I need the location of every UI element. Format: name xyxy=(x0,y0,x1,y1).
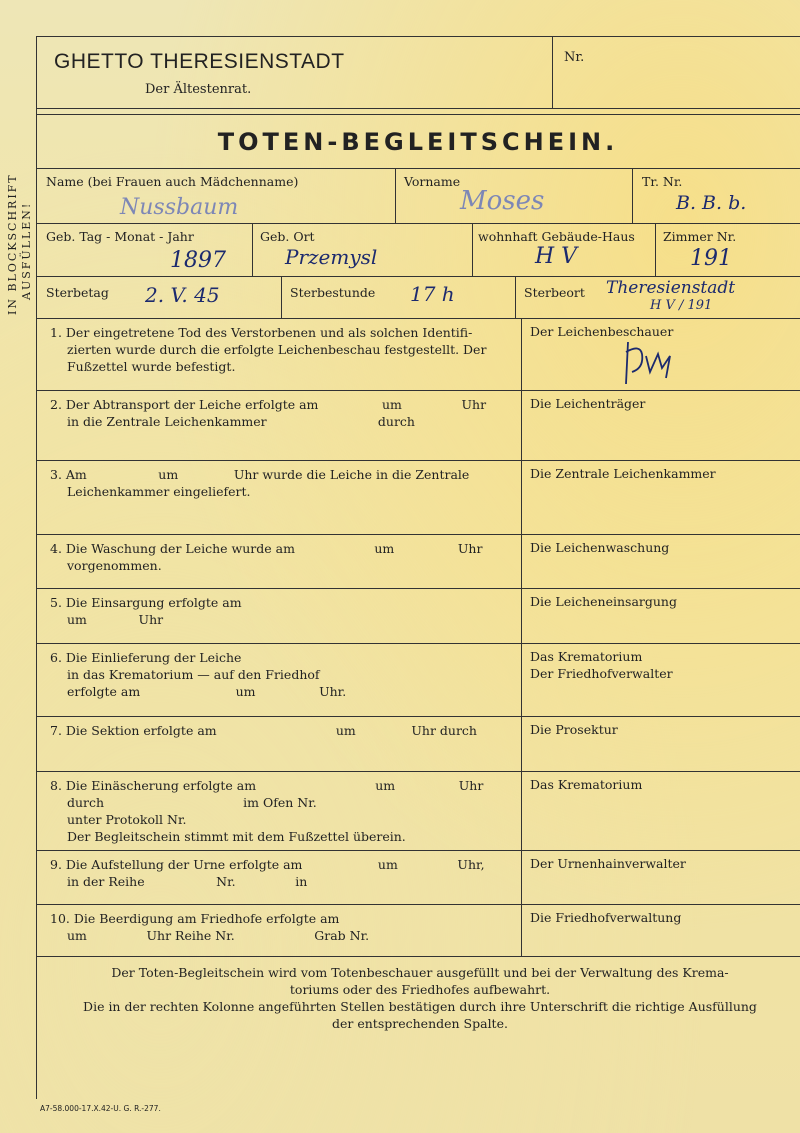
row-text: 6. Die Einlieferung der Leiche xyxy=(50,650,242,665)
row-text: zierten wurde durch die erfolgte Leichenbeschau festgestellt. Der xyxy=(67,342,487,357)
vorname-label: Vorname xyxy=(404,174,461,189)
signature-icon xyxy=(620,338,690,388)
grid-line xyxy=(36,276,800,277)
row-text: 3. Am um Uhr wurde die Leiche in die Zentrale xyxy=(50,467,470,482)
deathhour-label: Sterbestunde xyxy=(290,285,376,300)
number-box xyxy=(552,36,800,108)
deathdate-value: 2. V. 45 xyxy=(145,283,220,307)
row-text: in der Reihe Nr. in xyxy=(67,874,308,889)
row-text: in die Zentrale Leichenkammer durch xyxy=(67,414,415,429)
deathplace-label: Sterbeort xyxy=(524,285,585,300)
deathdate-label: Sterbetag xyxy=(46,285,109,300)
footer-line: der entsprechenden Spalte. xyxy=(332,1016,508,1031)
row-responsible: Das Krematorium xyxy=(530,649,643,664)
row-responsible: Die Leicheneinsargung xyxy=(530,594,677,609)
number-label: Nr. xyxy=(564,50,585,65)
column-divider xyxy=(521,318,522,956)
deathplace-value-2: H V / 191 xyxy=(650,298,713,313)
footer-line: toriums oder des Friedhofes aufbewahrt. xyxy=(289,982,551,997)
grid-line xyxy=(36,318,800,319)
row-text: 4. Die Waschung der Leiche wurde am um Uhr xyxy=(50,541,483,556)
side-instruction-line1: IN BLOCKSCHRIFT xyxy=(6,173,19,315)
room-value: 191 xyxy=(690,246,732,271)
vorname-value: Moses xyxy=(460,186,545,216)
footer-note xyxy=(60,964,780,1032)
row-text: 7. Die Sektion erfolgte am um Uhr durch xyxy=(50,723,477,738)
ghetto-title: GHETTO THERESIENSTADT xyxy=(54,50,345,73)
deathhour-value: 17 h xyxy=(410,282,455,306)
row-text: in das Krematorium — auf den Friedhof xyxy=(67,667,320,682)
row-text: 8. Die Einäscherung erfolgte am um Uhr xyxy=(50,778,484,793)
grid-line xyxy=(36,168,800,169)
row-divider xyxy=(36,534,800,535)
row-divider xyxy=(36,904,800,905)
grid-line xyxy=(655,223,656,276)
header-divider xyxy=(36,108,800,109)
residence-label: wohnhaft Gebäude-Haus xyxy=(478,229,635,244)
row-text: durch im Ofen Nr. xyxy=(67,795,317,810)
footer-divider xyxy=(36,956,800,957)
room-label: Zimmer Nr. xyxy=(663,229,737,244)
row-divider xyxy=(36,643,800,644)
row-divider xyxy=(36,588,800,589)
row-text: vorgenommen. xyxy=(67,558,162,573)
grid-line xyxy=(632,168,633,223)
council-subtitle: Der Ältestenrat. xyxy=(145,82,252,97)
row-text: unter Protokoll Nr. xyxy=(67,812,187,827)
row-divider xyxy=(36,716,800,717)
row-responsible: Der Urnenhainverwalter xyxy=(530,856,686,871)
row-divider xyxy=(36,460,800,461)
row-text: 1. Der eingetretene Tod des Verstorbenen und als solchen Identifi- xyxy=(50,325,473,340)
birthplace-label: Geb. Ort xyxy=(260,229,315,244)
row-text: Fußzettel wurde befestigt. xyxy=(67,359,236,374)
printer-code: A7-58.000-17.X.42-U. G. R.-277. xyxy=(40,1104,161,1113)
row-text: 2. Der Abtransport der Leiche erfolgte am um Uhr xyxy=(50,397,487,412)
row-text: 5. Die Einsargung erfolgte am xyxy=(50,595,242,610)
row-responsible: Die Leichenträger xyxy=(530,396,646,411)
grid-line xyxy=(515,276,516,318)
row-divider xyxy=(36,771,800,772)
birthdate-value: 1897 xyxy=(170,248,226,273)
grid-line xyxy=(395,168,396,223)
row-responsible: Die Zentrale Leichenkammer xyxy=(530,466,716,481)
residence-value: H V xyxy=(535,244,578,269)
grid-line xyxy=(252,223,253,276)
row-divider xyxy=(36,850,800,851)
side-instruction xyxy=(2,160,36,320)
deathplace-value: Theresienstadt xyxy=(606,278,736,298)
birthdate-label: Geb. Tag - Monat - Jahr xyxy=(46,229,194,244)
row-responsible: Die Prosektur xyxy=(530,722,618,737)
row-responsible: Der Friedhofverwalter xyxy=(530,666,673,681)
header-divider-2 xyxy=(36,114,800,115)
row-text: Der Begleitschein stimmt mit dem Fußzettel überein. xyxy=(67,829,406,844)
trnr-label: Tr. Nr. xyxy=(642,174,683,189)
row-responsible: Die Friedhofverwaltung xyxy=(530,910,682,925)
grid-line xyxy=(281,276,282,318)
row-text: um Uhr Reihe Nr. Grab Nr. xyxy=(67,928,370,943)
footer-line: Der Toten-Begleitschein wird vom Totenbeschauer ausgefüllt und bei der Verwaltung des Krema- xyxy=(111,965,729,980)
row-divider xyxy=(36,390,800,391)
row-text: 9. Die Aufstellung der Urne erfolgte am um Uhr, xyxy=(50,857,485,872)
row-text: um Uhr xyxy=(67,612,164,627)
row-text: erfolgte am um Uhr. xyxy=(67,684,347,699)
form-heading: TOTEN-BEGLEITSCHEIN. xyxy=(217,128,619,156)
side-instruction-line2: AUSFÜLLEN! xyxy=(20,201,33,300)
grid-line xyxy=(36,223,800,224)
footer-line: Die in der rechten Kolonne angeführten Stellen bestätigen durch ihre Unterschrift die richtige Ausfüllung xyxy=(83,999,757,1014)
row-responsible: Der Leichenbeschauer xyxy=(530,324,674,339)
row-text: 10. Die Beerdigung am Friedhofe erfolgte am xyxy=(50,911,340,926)
row-text: Leichenkammer eingeliefert. xyxy=(67,484,251,499)
name-value: Nussbaum xyxy=(120,195,239,220)
grid-line xyxy=(472,223,473,276)
row-responsible: Die Leichenwaschung xyxy=(530,540,670,555)
trnr-value: B. B. b. xyxy=(676,192,747,214)
row-responsible: Das Krematorium xyxy=(530,777,643,792)
birthplace-value: Przemysl xyxy=(285,245,378,269)
name-label: Name (bei Frauen auch Mädchenname) xyxy=(46,174,299,189)
